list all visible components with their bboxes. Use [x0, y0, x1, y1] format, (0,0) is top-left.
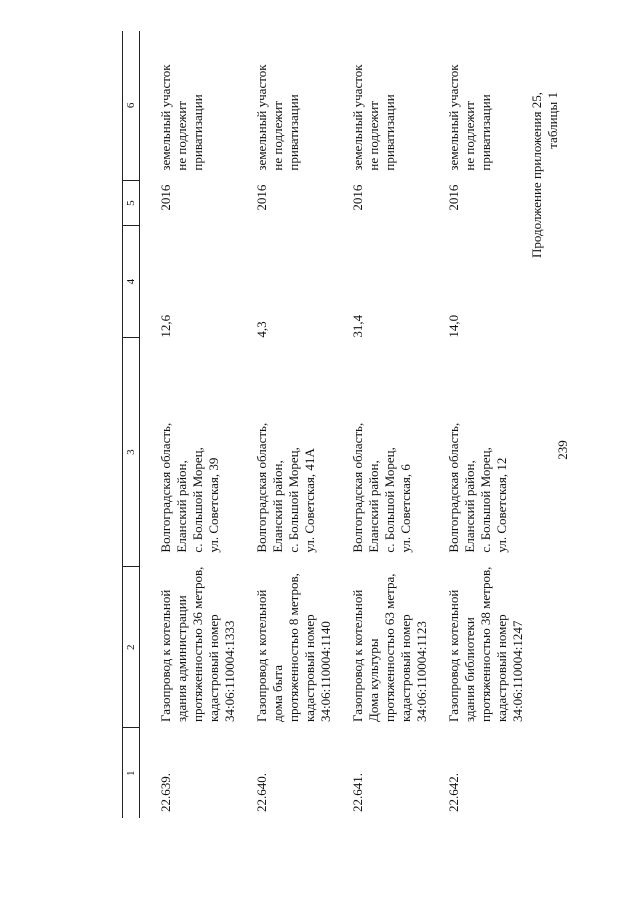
continuation-heading [529, 92, 561, 392]
address-line: ул. Советская, 41А [302, 448, 317, 553]
object-name-line: кадастровый номер [302, 614, 317, 722]
object-name-line: кадастровый номер [398, 614, 413, 722]
note-line: не подлежит [462, 101, 477, 171]
note-line: приватизации [190, 94, 205, 171]
address-line: Волгоградская область, [254, 422, 269, 553]
object-name-line: протяженностью 63 метра, [382, 573, 397, 722]
object-name [238, 567, 334, 728]
object-name-line: дома быта [270, 665, 285, 722]
address-line: с. Большой Морец, [478, 447, 493, 553]
object-address [334, 338, 430, 567]
table-row [334, 31, 430, 818]
row-number: 22.642. [446, 773, 461, 812]
object-name [334, 567, 430, 728]
column-header-5: 5 [123, 181, 140, 226]
object-name-line: здания администрации [174, 595, 189, 722]
address-line: ул. Советская, 6 [398, 464, 413, 553]
continuation-line-1: Продолжение приложения 25, [529, 92, 544, 259]
object-note [334, 31, 430, 181]
note-line: приватизации [478, 94, 493, 171]
note-line: приватизации [382, 94, 397, 171]
object-address [430, 338, 526, 567]
object-name [140, 567, 239, 728]
object-name-line: 34:06:110004:1123 [414, 621, 429, 722]
address-line: Волгоградская область, [158, 422, 173, 553]
row-number: 22.639. [158, 773, 173, 812]
address-line: с. Большой Морец, [286, 447, 301, 553]
object-length: 31,4 [350, 314, 365, 338]
address-line: Еланский район, [174, 460, 189, 553]
address-line: Еланский район, [366, 460, 381, 553]
object-length: 14,0 [446, 314, 461, 338]
address-line: Волгоградская область, [350, 422, 365, 553]
object-year: 2016 [158, 184, 173, 211]
object-length: 4,3 [254, 321, 269, 338]
object-name-line: кадастровый номер [206, 614, 221, 722]
object-year: 2016 [446, 184, 461, 211]
object-name-line: Газопровод к котельной [254, 589, 269, 722]
address-line: с. Большой Морец, [190, 447, 205, 553]
row-number: 22.640. [254, 773, 269, 812]
object-name-line: 34:06:110004:1247 [510, 620, 525, 722]
object-name-line: Газопровод к котельной [350, 589, 365, 722]
object-name-line: Газопровод к котельной [158, 589, 173, 722]
object-note [140, 31, 239, 181]
address-line: Еланский район, [462, 460, 477, 553]
address-line: ул. Советская, 39 [206, 457, 221, 553]
note-line: земельный участок [446, 64, 461, 171]
address-line: Еланский район, [270, 460, 285, 553]
object-note [238, 31, 334, 181]
column-header-2: 2 [123, 567, 140, 728]
row-number: 22.641. [350, 773, 365, 812]
note-line: приватизации [286, 94, 301, 171]
column-header-3: 3 [123, 338, 140, 567]
object-address [140, 338, 239, 567]
object-note [430, 31, 526, 181]
object-name [430, 567, 526, 728]
note-line: земельный участок [350, 64, 365, 171]
note-line: не подлежит [174, 101, 189, 171]
object-name-line: протяженностью 36 метров, [190, 566, 205, 722]
property-table [122, 31, 526, 818]
column-header-6: 6 [123, 31, 140, 181]
object-name-line: протяженностью 8 метров, [286, 573, 301, 722]
note-line: земельный участок [158, 64, 173, 171]
address-line: ул. Советская, 12 [494, 457, 509, 553]
object-name-line: 34:06:110004:1333 [222, 620, 237, 722]
table-row [430, 31, 526, 818]
object-name-line: Газопровод к котельной [446, 589, 461, 722]
table-row [140, 31, 239, 818]
continuation-line-2: таблицы 1 [545, 92, 560, 149]
object-name-line: здания библиотеки [462, 617, 477, 722]
object-address [238, 338, 334, 567]
note-line: земельный участок [254, 64, 269, 171]
column-header-4: 4 [123, 226, 140, 338]
page-number: 239 [555, 440, 570, 460]
table-row [238, 31, 334, 818]
object-name-line: кадастровый номер [494, 614, 509, 722]
address-line: Волгоградская область, [446, 422, 461, 553]
object-name-line: 34:06:110004:1140 [318, 621, 333, 722]
table-header-row [123, 31, 140, 818]
object-name-line: протяженностью 38 метров, [478, 566, 493, 722]
address-line: с. Большой Морец, [382, 447, 397, 553]
object-year: 2016 [254, 184, 269, 211]
object-year: 2016 [350, 184, 365, 211]
object-name-line: Дома культуры [366, 638, 381, 722]
note-line: не подлежит [270, 101, 285, 171]
object-length: 12,6 [158, 314, 173, 338]
column-header-1: 1 [123, 728, 140, 818]
note-line: не подлежит [366, 101, 381, 171]
